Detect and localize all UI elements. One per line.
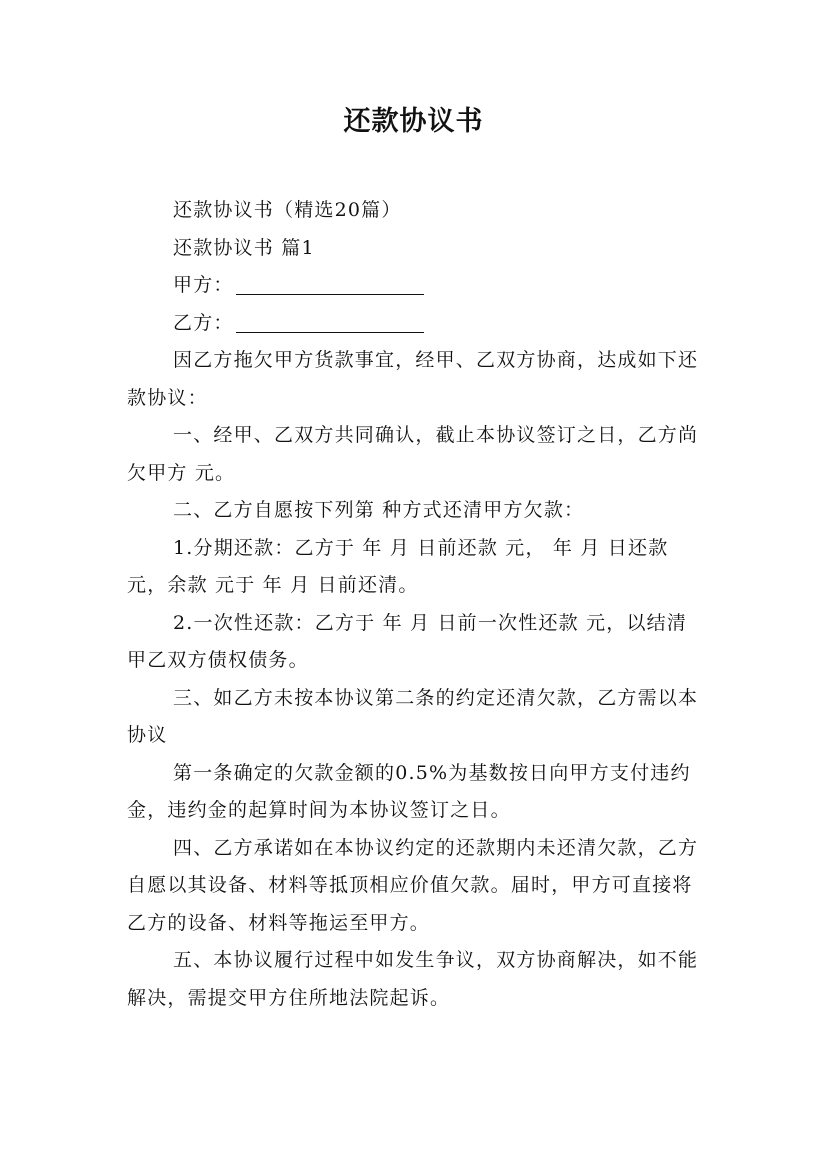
document-body bbox=[127, 192, 707, 1017]
party-b-blank-line bbox=[236, 331, 424, 333]
paragraph-clause-3-continued: 第一条确定的欠款金额的0.5%为基数按日向甲方支付违约金，违约金的起算时间为本协议签订之日。 bbox=[127, 761, 691, 821]
paragraph-clause-2-option-2: 2.一次性还款：乙方于 年 月 日前一次性还款 元，以结清甲乙双方债权债务。 bbox=[127, 611, 688, 671]
party-b-label: 乙方： bbox=[173, 311, 234, 334]
paragraph-clause-2-option-1: 1.分期还款：乙方于 年 月 日前还款 元， 年 月 日还款 元，余款 元于 年 月 日前还清。 bbox=[127, 536, 669, 596]
paragraph-clause-1: 一、经甲、乙双方共同确认，截止本协议签订之日，乙方尚欠甲方 元。 bbox=[127, 424, 699, 484]
paragraph-clause-2: 二、乙方自愿按下列第 种方式还清甲方欠款： bbox=[173, 499, 585, 521]
party-b-line bbox=[127, 305, 707, 343]
party-a-line bbox=[127, 267, 707, 305]
document-title: 还款协议书 bbox=[343, 106, 484, 137]
party-a-label: 甲方： bbox=[173, 274, 234, 296]
paragraph-clause-3: 三、如乙方未按本协议第二条的约定还清欠款，乙方需以本协议 bbox=[127, 686, 699, 746]
party-a-blank-line bbox=[236, 293, 424, 295]
paragraph-clause-4: 四、乙方承诺如在本协议约定的还款期内未还清欠款，乙方自愿以其设备、材料等抵顶相应价值欠款。届时，甲方可直接将乙方的设备、材料等拖运至甲方。 bbox=[127, 836, 699, 934]
paragraph-subtitle: 还款协议书（精选20篇） bbox=[173, 199, 402, 221]
paragraph-clause-5: 五、本协议履行过程中如发生争议，双方协商解决，如不能解决，需提交甲方住所地法院起诉。 bbox=[127, 949, 699, 1009]
paragraph-section-heading: 还款协议书 篇1 bbox=[173, 236, 315, 259]
paragraph-intro: 因乙方拖欠甲方货款事宜，经甲、乙双方协商，达成如下还款协议： bbox=[127, 349, 699, 409]
